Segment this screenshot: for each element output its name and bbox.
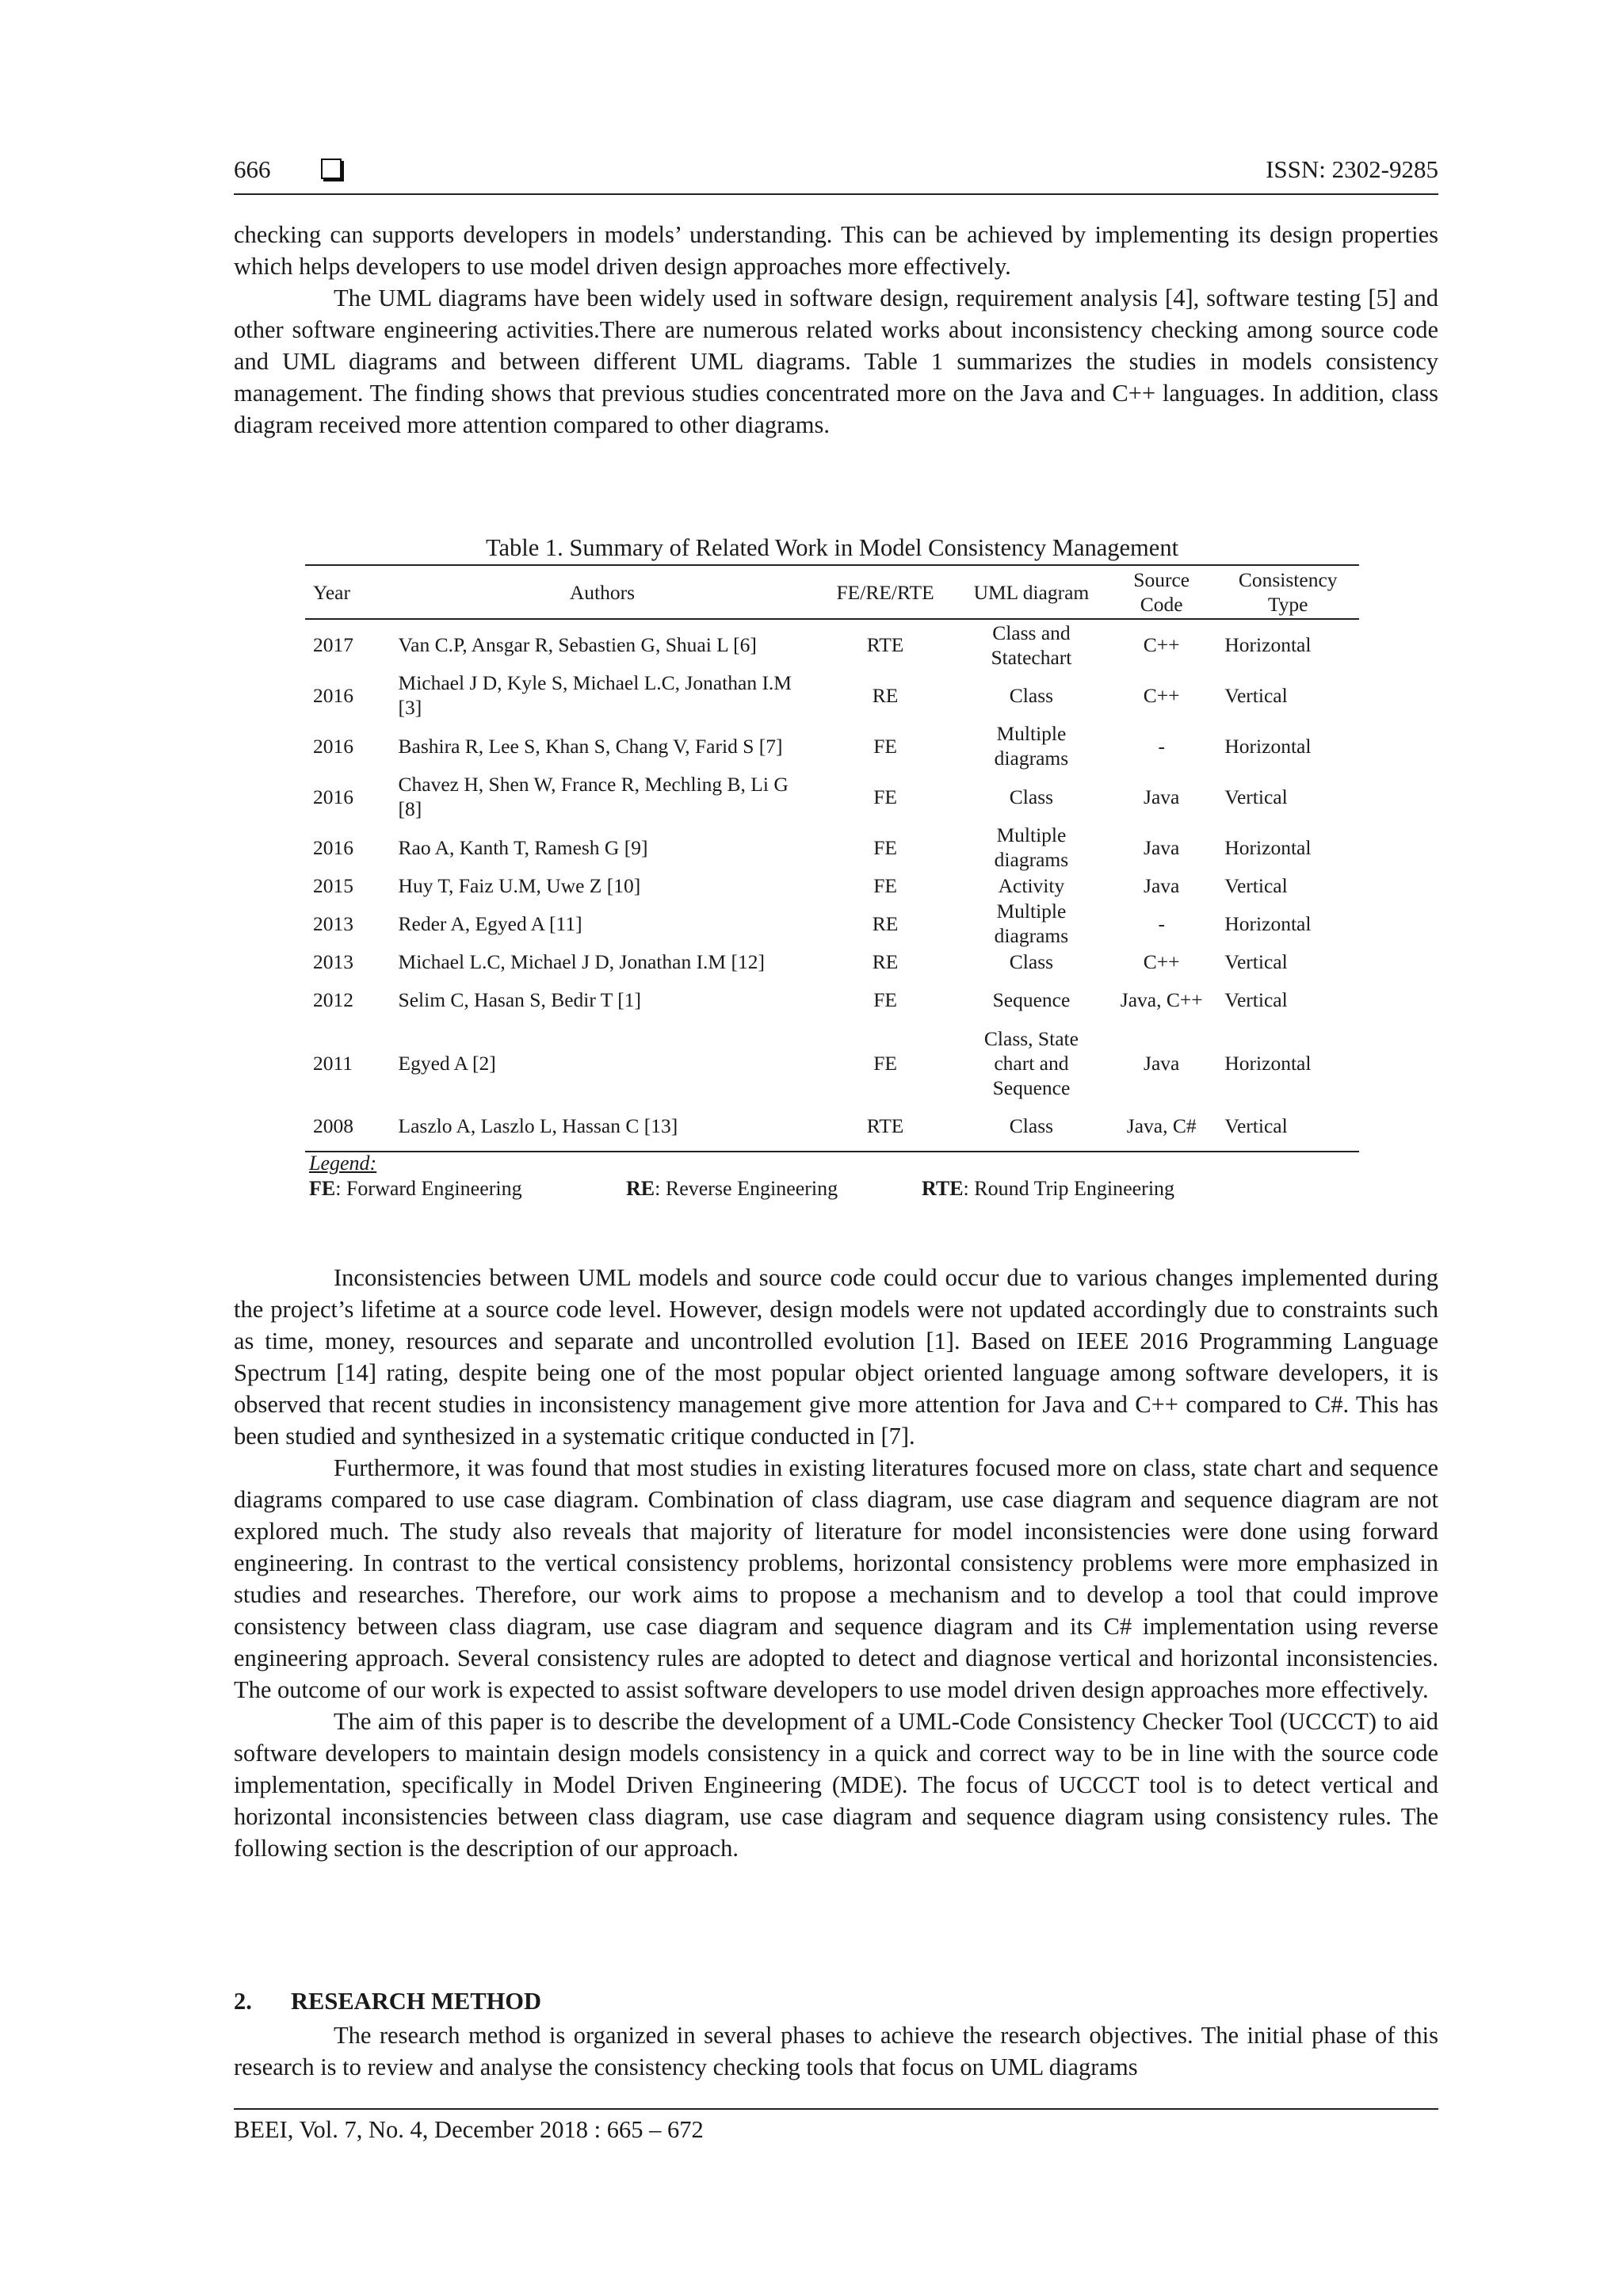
cell-authors: Michael L.C, Michael J D, Jonathan I.M [12] — [398, 949, 765, 973]
cell-year: 2015 — [313, 873, 353, 897]
legend-title: Legend: — [309, 1152, 377, 1175]
legend-rte — [922, 1176, 1174, 1201]
cell-source: C++ — [1143, 633, 1180, 656]
cell-fe: FE — [873, 873, 897, 897]
cell-fe: RTE — [814, 1101, 957, 1152]
related-work-table — [305, 564, 1359, 1152]
cell-type: Vertical — [1224, 785, 1288, 808]
cell-source: Java — [1144, 835, 1180, 859]
cell-source: Java, C# — [1106, 1101, 1216, 1152]
table-row — [305, 974, 1359, 1025]
cell-year: 2016 — [313, 734, 353, 758]
header-consistency-type: Consistency Type — [1216, 565, 1359, 619]
cell-fe: RE — [872, 683, 899, 707]
cell-year: 2013 — [313, 911, 353, 935]
header-year: Year — [305, 565, 391, 619]
header-source-code: Source Code — [1106, 565, 1216, 619]
cell-source: C++ — [1143, 949, 1180, 973]
cell-uml: Class — [1009, 785, 1054, 808]
cell-type: Horizontal — [1224, 1051, 1312, 1075]
cell-fe: FE — [873, 734, 897, 758]
table-row — [305, 670, 1359, 720]
page-header — [234, 155, 1438, 195]
cell-type: Vertical — [1224, 988, 1288, 1011]
cell-fe: RE — [872, 949, 899, 973]
section-title: RESEARCH METHOD — [291, 1988, 542, 2015]
header-uml-diagram: UML diagram — [957, 565, 1106, 619]
cell-year: 2011 — [313, 1051, 353, 1075]
body-paragraph-3: Inconsistencies between UML models and source code could occur due to various changes implemented during the project’s lifetime at a source code level. However, design models were not updated accordingly due to constraints such as time, money, resources and separate and uncontrolled evolution [1]. Based on IEEE 2016 Programming Language Spectrum [14] rating, despite being one of the most popular object oriented language among software developers, it is observed that recent studies in inconsistency management give more attention for Java and C++ compared to C#. This has been studied and synthesized in a systematic critique conducted in [7]. — [234, 1264, 1438, 1450]
cell-uml: Multiple diagrams — [994, 900, 1069, 947]
body-paragraph-5: The aim of this paper is to describe the development of a UML-Code Consistency Checker Tool (UCCCT) to aid software developers to maintain design models consistency in a quick and correct way to be in line with the source code implementation, specifically in Model Driven Engineering (MDE). The focus of UCCCT tool is to detect vertical and horizontal inconsistencies between class diagram, use case diagram and sequence diagram using consistency rules. The following section is the description of our approach. — [234, 1708, 1438, 1862]
cell-uml: Class — [1009, 949, 1054, 973]
cell-type: Horizontal — [1224, 633, 1312, 656]
table-row — [305, 771, 1359, 822]
cell-uml: Sequence — [992, 988, 1071, 1011]
cell-source: - — [1158, 911, 1165, 935]
cell-authors: Reder A, Egyed A [11] — [398, 911, 582, 935]
cell-uml: Class, State chart and Sequence — [983, 1026, 1079, 1099]
section-paragraph-1: The research method is organized in several phases to achieve the research objectives. The initial phase of this research is to review and analyse the consistency checking tools that focus on UML diagrams — [234, 2022, 1438, 2080]
table-row — [305, 949, 1359, 974]
cell-authors: Huy T, Faiz U.M, Uwe Z [10] — [398, 873, 641, 897]
table-header-row — [305, 565, 1359, 619]
cell-fe: FE — [873, 988, 897, 1011]
cell-fe: RTE — [866, 633, 904, 656]
page-footer: BEEI, Vol. 7, No. 4, December 2018 : 665 – 672 — [234, 2108, 1438, 2144]
legend-fe-abbr: FE — [309, 1177, 336, 1200]
cell-type: Vertical — [1224, 873, 1288, 897]
cell-authors: Van C.P, Ansgar R, Sebastien G, Shuai L [6] — [398, 633, 757, 656]
legend-re-text: : Reverse Engineering — [655, 1177, 838, 1200]
header-fe-re-rte: FE/RE/RTE — [814, 565, 957, 619]
section-text — [234, 2019, 1438, 2083]
intro-paragraph-2: The UML diagrams have been widely used in software design, requirement analysis [4], software testing [5] and other software engineering activities.There are numerous related works about inconsistency checking among source code and UML diagrams and between different UML diagrams. Table 1 summarizes the studies in models consistency management. The finding shows that previous studies concentrated more on the Java and C++ languages. In addition, class diagram received more attention compared to other diagrams. — [234, 285, 1438, 438]
intro-text — [234, 219, 1438, 441]
table-row — [305, 873, 1359, 898]
cell-type: Horizontal — [1224, 835, 1312, 859]
intro-paragraph-1: checking can supports developers in models’ understanding. This can be achieved by implementing its design properties which helps developers to use model driven design approaches more effectively. — [234, 221, 1438, 280]
square-bullet-icon — [321, 159, 342, 179]
main-text — [234, 1262, 1438, 1864]
cell-authors: Selim C, Hasan S, Bedir T [1] — [398, 988, 641, 1011]
legend-re — [626, 1176, 838, 1201]
cell-fe: FE — [873, 1051, 897, 1075]
table-row — [305, 898, 1359, 949]
cell-type: Vertical — [1224, 949, 1288, 973]
table-row — [305, 1025, 1359, 1101]
cell-uml: Class — [1009, 683, 1054, 707]
table-row — [305, 720, 1359, 771]
header-authors: Authors — [391, 565, 815, 619]
cell-source: Java — [1144, 1051, 1180, 1075]
cell-type: Horizontal — [1224, 734, 1312, 758]
cell-source: C++ — [1143, 683, 1180, 707]
cell-year: 2008 — [305, 1101, 391, 1152]
cell-authors: Michael J D, Kyle S, Michael L.C, Jonathan I.M [3] — [398, 671, 792, 719]
table-caption: Table 1. Summary of Related Work in Model Consistency Management — [485, 534, 1179, 561]
cell-authors: Chavez H, Shen W, France R, Mechling B, Li G [8] — [398, 773, 789, 820]
cell-type: Vertical — [1224, 683, 1288, 707]
cell-year: 2016 — [313, 683, 353, 707]
cell-type: Horizontal — [1224, 911, 1312, 935]
cell-uml: Multiple diagrams — [994, 823, 1069, 871]
table-row — [305, 619, 1359, 670]
legend-entries — [309, 1176, 1339, 1201]
legend-fe — [309, 1176, 522, 1201]
cell-year: 2012 — [313, 988, 353, 1011]
cell-fe: FE — [873, 835, 897, 859]
cell-source: Java, C++ — [1120, 988, 1203, 1011]
cell-fe: RE — [872, 911, 899, 935]
table-row — [305, 822, 1359, 873]
cell-year: 2016 — [313, 785, 353, 808]
issn-label: ISSN: 2302-9285 — [1266, 155, 1438, 183]
cell-source: - — [1158, 734, 1165, 758]
page-number: 666 — [234, 155, 271, 183]
cell-authors: Egyed A [2] — [398, 1051, 496, 1075]
cell-authors: Bashira R, Lee S, Khan S, Chang V, Farid S [7] — [398, 734, 783, 758]
legend-re-abbr: RE — [626, 1177, 655, 1200]
legend-rte-text: : Round Trip Engineering — [963, 1177, 1175, 1200]
cell-fe: FE — [873, 785, 897, 808]
cell-authors: Laszlo A, Laszlo L, Hassan C [13] — [391, 1101, 815, 1152]
section-number: 2. — [234, 1988, 252, 2015]
cell-uml: Class and Statechart — [991, 621, 1072, 669]
cell-year: 2017 — [313, 633, 353, 656]
cell-year: 2013 — [313, 949, 353, 973]
cell-uml: Activity — [998, 873, 1065, 897]
table-row — [305, 1101, 1359, 1152]
cell-type: Vertical — [1216, 1101, 1359, 1152]
cell-uml: Class — [957, 1101, 1106, 1152]
section-heading — [234, 1988, 541, 2015]
cell-source: Java — [1144, 873, 1180, 897]
legend-fe-text: : Forward Engineering — [335, 1177, 522, 1200]
cell-source: Java — [1144, 785, 1180, 808]
body-paragraph-4: Furthermore, it was found that most studies in existing literatures focused more on class, state chart and sequence diagrams compared to use case diagram. Combination of class diagram, use case diagram and sequence diagram are not explored much. The study also reveals that majority of literature for model inconsistencies were done using forward engineering. In contrast to the vertical consistency problems, horizontal consistency problems were more emphasized in studies and researches. Therefore, our work aims to propose a mechanism and to develop a tool that could improve consistency between class diagram, use case diagram and sequence diagram and its C# implementation using reverse engineering approach. Several consistency rules are adopted to detect and diagnose vertical and horizontal inconsistencies. The outcome of our work is expected to assist software developers to use model driven design approaches more effectively. — [234, 1454, 1438, 1703]
cell-uml: Multiple diagrams — [994, 722, 1069, 770]
legend-rte-abbr: RTE — [922, 1177, 964, 1200]
cell-year: 2016 — [313, 835, 353, 859]
cell-authors: Rao A, Kanth T, Ramesh G [9] — [398, 835, 648, 859]
table-legend — [309, 1151, 1339, 1201]
